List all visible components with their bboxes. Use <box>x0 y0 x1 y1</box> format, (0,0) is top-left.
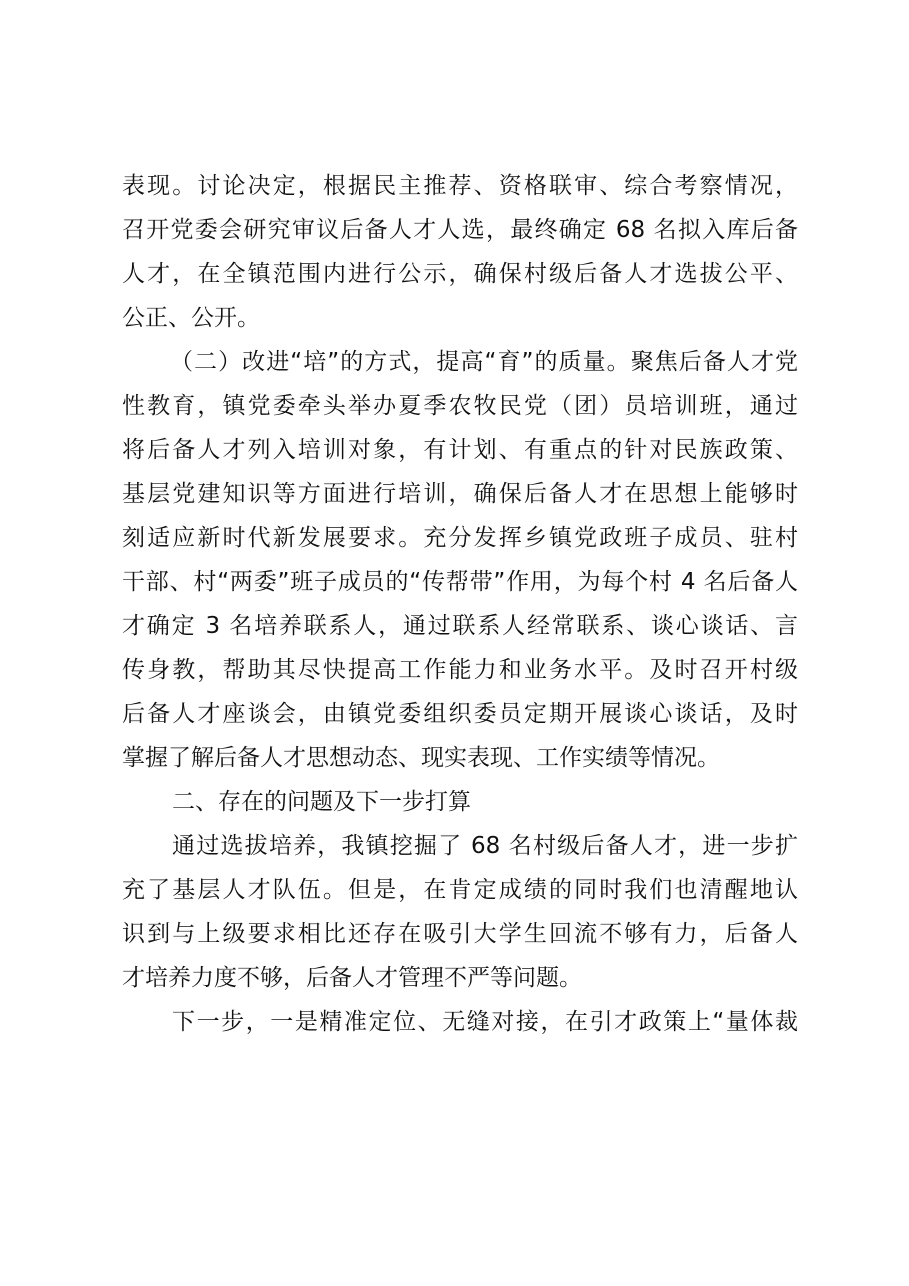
text-line: 将后备人才列入培训对象，有计划、有重点的针对民族政策、 <box>122 437 798 463</box>
text-line: 才培养力度不够，后备人才管理不严等问题。 <box>122 965 582 991</box>
text-line: 刻适应新时代新发展要求。充分发挥乡镇党政班子成员、驻村 <box>122 525 798 551</box>
text-line: 干部、村“两委”班子成员的“传帮带”作用，为每个村 4 名后备人 <box>122 569 798 595</box>
section-heading: 二、存在的问题及下一步打算 <box>172 789 471 815</box>
text-line: 识到与上级要求相比还存在吸引大学生回流不够有力，后备人 <box>122 921 798 947</box>
text-line: 后备人才座谈会，由镇党委组织委员定期开展谈心谈话，及时 <box>122 701 798 727</box>
text-line: （二）改进“培”的方式，提高“育”的质量。聚焦后备人才党 <box>170 349 798 375</box>
document-body <box>122 164 798 1044</box>
text-line: 掌握了解后备人才思想动态、现实表现、工作实绩等情况。 <box>122 745 720 771</box>
text-line: 表现。讨论决定，根据民主推荐、资格联审、综合考察情况， <box>122 173 798 199</box>
text-line: 性教育，镇党委牵头举办夏季农牧民党（团）员培训班，通过 <box>122 393 798 419</box>
text-line: 公正、公开。 <box>122 305 260 331</box>
text-line: 传身教，帮助其尽快提高工作能力和业务水平。及时召开村级 <box>122 657 798 683</box>
text-line: 充了基层人才队伍。但是，在肯定成绩的同时我们也清醒地认 <box>122 877 798 903</box>
text-line: 人才，在全镇范围内进行公示，确保村级后备人才选拔公平、 <box>122 261 798 287</box>
text-line: 下一步，一是精准定位、无缝对接，在引才政策上“量体裁 <box>172 1009 798 1035</box>
text-line: 通过选拔培养，我镇挖掘了 68 名村级后备人才，进一步扩 <box>172 833 798 859</box>
text-line: 基层党建知识等方面进行培训，确保后备人才在思想上能够时 <box>122 481 798 507</box>
text-line: 才确定 3 名培养联系人，通过联系人经常联系、谈心谈话、言 <box>122 613 798 639</box>
text-line: 召开党委会研究审议后备人才人选，最终确定 68 名拟入库后备 <box>122 217 798 243</box>
